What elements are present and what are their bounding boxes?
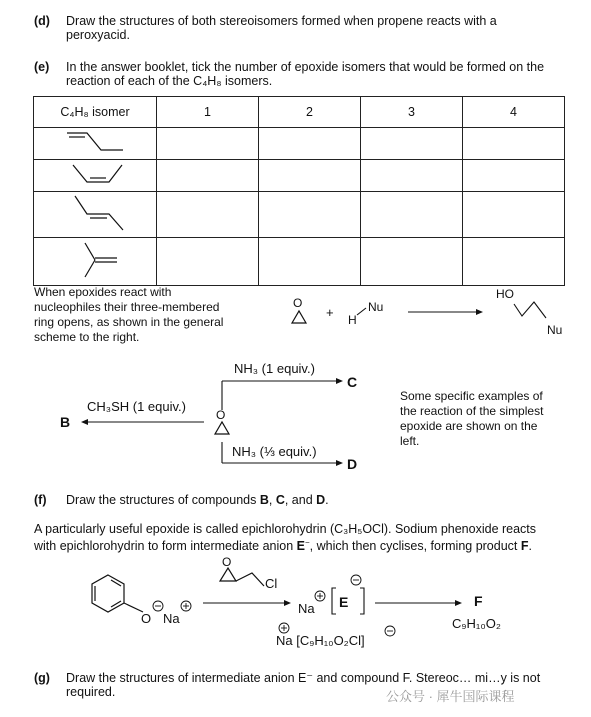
part-f-c: C: [275, 493, 285, 507]
line2-pre: with epichlorohydrin to form intermediate anion: [34, 539, 297, 554]
table-header: 1: [156, 97, 258, 128]
part-g-line1: Draw the structures of intermediate anion E⁻ and compound F. Stereoc… mi…y is not: [66, 671, 541, 685]
e-na: Na: [298, 601, 315, 616]
part-d-line1: Draw the structures of both stereoisomers formed when propene reacts with a: [66, 14, 497, 28]
phenoxide-na: Na: [163, 611, 180, 626]
part-g-line2: required.: [66, 685, 116, 699]
plus-sign: +: [326, 305, 334, 320]
epichlorohydrin-structure: [220, 568, 264, 586]
side-text-line: Some specific examples of: [400, 389, 543, 403]
e-formula: [276, 633, 365, 648]
general-scheme-line: nucleophiles their three-membered: [34, 300, 220, 314]
table-header: 4: [462, 97, 564, 128]
part-f-d: D: [316, 493, 326, 507]
e-label: E: [296, 539, 305, 554]
e-formula-na: Na: [276, 633, 293, 648]
part-e-line2: reaction of each of the C₄H₈ isomers.: [66, 74, 273, 88]
part-f-text-pre: Draw the structures of compounds: [66, 493, 260, 507]
epichlorohydrin-line1: A particularly useful epoxide is called epichlorohydrin (C₃H₅OCl). Sodium phenoxide reacts: [34, 522, 537, 536]
f-formula: C₉H₁₀O₂: [452, 616, 501, 631]
part-f-label: (f): [34, 493, 47, 507]
bracket-right: [360, 588, 364, 614]
nu-label: Nu: [368, 300, 384, 314]
bracket-left: [332, 588, 336, 614]
part-f-sep: , and: [284, 493, 317, 507]
side-text-line: the reaction of the simplest: [400, 404, 544, 418]
general-scheme-line: When epoxides react with: [34, 285, 172, 299]
epichlorohydrin-line2: with epichlorohydrin to form intermediate anion E−, which then cyclises, forming product F.: [34, 538, 532, 554]
part-d-line2: peroxyacid.: [66, 28, 130, 42]
phenoxide-o: O: [141, 611, 152, 626]
part-d-label: (d): [34, 14, 50, 28]
table-header: 2: [258, 97, 360, 128]
epichlorohydrin-cl: Cl: [265, 576, 278, 591]
e-compound: E: [339, 594, 349, 610]
nh3-one-equiv: NH₃ (1 equiv.): [234, 361, 315, 376]
central-epoxide-o: O: [216, 408, 226, 422]
watermark: 公众号 · 犀牛国际课程: [386, 689, 515, 704]
e-formula-bracket: [C₉H₁₀O₂Cl]: [296, 633, 365, 648]
part-g-label: (g): [34, 671, 50, 685]
table-header: C₄H₈ isomer: [34, 97, 157, 128]
f-compound: F: [474, 593, 483, 609]
side-text-line: left.: [400, 434, 420, 448]
ho-label: HO: [496, 287, 514, 301]
arrow-head: [284, 600, 291, 606]
table-header: 3: [360, 97, 462, 128]
label-c: C: [347, 374, 358, 390]
side-text-line: epoxide are shown on the: [400, 419, 538, 433]
label-b: B: [60, 414, 71, 430]
product-nu-label: Nu: [547, 323, 563, 337]
line2-end: .: [528, 539, 532, 554]
part-f-end: .: [325, 493, 329, 507]
epoxide-o: O: [293, 296, 303, 310]
part-f-b: B: [259, 493, 269, 507]
general-scheme-line: ring opens, as shown in the general: [34, 315, 224, 329]
line2-post: , which then cyclises, forming product: [309, 539, 521, 554]
general-scheme-line: scheme to the right.: [34, 330, 140, 344]
h-label: H: [348, 313, 357, 327]
part-e-label: (e): [34, 60, 50, 74]
nh3-third-equiv: NH₃ (⅓ equiv.): [232, 444, 317, 459]
epichlorohydrin-o: O: [222, 555, 232, 569]
arrow-head: [455, 600, 462, 606]
f-label: F: [520, 539, 529, 554]
part-e-line1: In the answer booklet, tick the number of epoxide isomers that would be formed on the: [66, 60, 545, 74]
benzene-ring: [92, 575, 124, 612]
ch3sh-equiv: CH₃SH (1 equiv.): [87, 399, 186, 414]
part-f-sep: ,: [268, 493, 276, 507]
label-d: D: [347, 456, 358, 472]
